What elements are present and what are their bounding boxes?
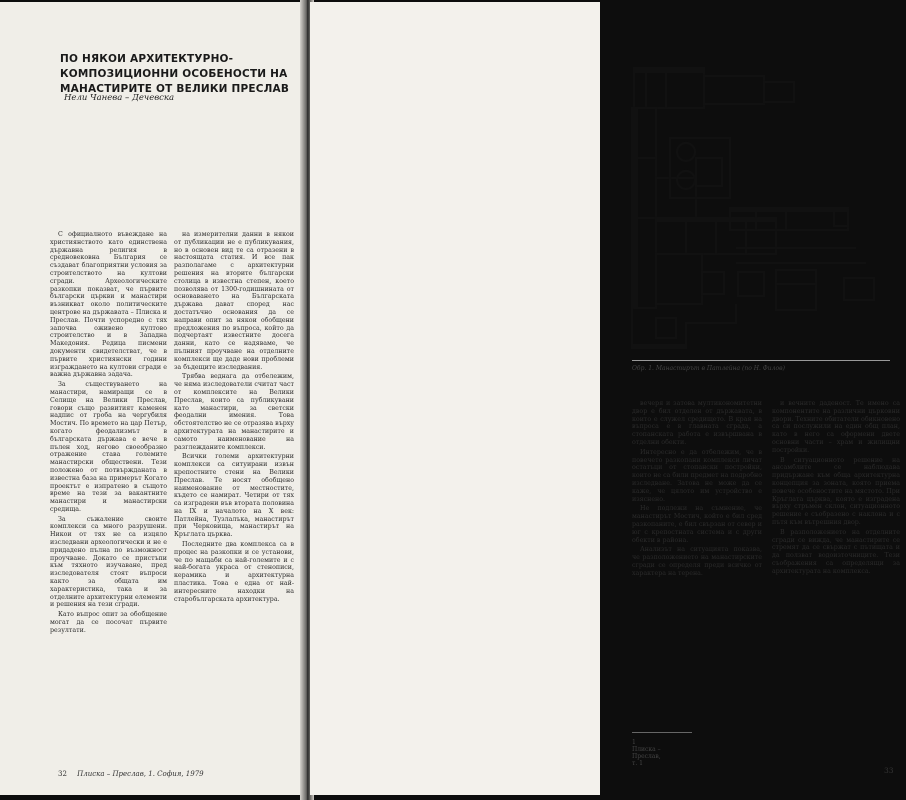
paragraph: Не подлежи на съмнение, че манастирът Мостич, който е бил сред разкопаните, е бил свързан от север и юг с крепостната система и с други обекти в района. (632, 505, 762, 544)
paragraph: За съжаление своите комплекси са много разрушени. Никои от тях не са изцяло изследвани археологически и не е придадено пълна по възможност проучване. Докато се пристъпи към тяхното изучаване, пред изследователя стоят въпроси както за общата им характеристика, така и за отделните архитектурни елементи и решения на тези сгради. (50, 515, 167, 609)
figure-caption: Обр. 1. Манастирът в Патлейна (по Н. Филов) (632, 365, 785, 372)
footnote-rule (632, 732, 692, 733)
paragraph: Като въпрос опит за обобщение могат да се посочат първите резултати. (50, 611, 167, 634)
paragraph: на измерителни данни в някои от публикации не е публикувания, но в основен вид те са отразени в настоящата статия. И все пак разполагаме с архитектурни решения на вторите български столица в известна степен, което позволява от 1300-годишнината от основаването на Българската държава дават според нас достатъчно основания да се направи опит за някои обобщени предложения по въпроса, който да подчертаят известните досега данни, като се надяваме, че пълният проучване на отделните комплекси ще даде нови проблеми за бъдещите изследвания. (174, 231, 294, 371)
left-page (0, 2, 306, 795)
journal-reference: Плиска – Преслав, 1. София, 1979 (77, 770, 204, 778)
paragraph: В разположението на отделните сгради се вижда, че манастирите се стремят да се свържат с пътищата и да ползват водоизточниците. Тези съображения са определящи за архитектурата на комплекса. (772, 528, 900, 575)
paragraph: Трябва веднага да отбележим, че няма изследователи считат част от комплексите на Велики Преслав, които са публикувани като манастири, за светски феодални имения. Това обстоятелство не се отразява върху архитектурата на манастирите и самото наименование на разглежданите комплекси. (174, 373, 294, 451)
caption-rule (632, 360, 890, 361)
left-column-1 (50, 231, 167, 751)
paragraph: В ситуационното решение на ансамблите се наблюдава придържане към обща архитектурна концепция за зоната, която приема повече особеностите на мястото. При Кръглата църква, която е изградена върху стръмен склон, ситуационното решение е съобразено с наклона и с пътя към вътрешния двор. (772, 456, 900, 526)
paragraph: За съществуването на манастири, намиращи се в Селище на Велики Преслав, говори също развитият каменен надпис от гроба на чергубиля Мостич. По времето на цар Петър, когато феодализмът в българската държава е вече в пълен ход, негово своеобразно отражение става големите манастирски обществени. Тези положено от потвържданата в известна база на примерът Когато проектът е изпратено в същото време на тези за вакантните манастири и манастирски средища. (50, 381, 167, 513)
article-author: Нели Чанева – Дечевска (64, 93, 175, 103)
page-number: 33 (884, 766, 894, 775)
monastery-floor-plan (626, 58, 906, 358)
left-column-2 (174, 231, 294, 751)
right-column-2 (772, 400, 900, 730)
paragraph: Всички големи архитектурни комплекси са ситуирани извън крепостните стени на Велики Преслав. Те носят обобщено наименование от местностите, където се намират. Четири от тях са изградени във втората половина на IX и началото на X век: Патлейна, Тузлалъка, манастирът при Черковища, манастирът на Кръглата църква. (174, 453, 294, 539)
right-page (310, 2, 900, 795)
article-title: ПО НЯКОИ АРХИТЕКТУРНО-КОМПОЗИЦИОННИ ОСОБЕНОСТИ НА МАНАСТИРИТЕ ОТ ВЕЛИКИ ПРЕСЛАВ (60, 53, 290, 95)
paragraph: Анализът на ситуацията показва, че разположението на манастирските сгради се определя преди всичко от характера на терена. (632, 546, 762, 577)
paragraph: Последните два комплекса са в процес на разкопки и се установи, че по мащаби са най-големите и с най-богата украса от стенописи, керамика и архитектурна пластика. Това е една от най-интересните находки на старобългарската архитектура. (174, 541, 294, 603)
paragraph: вечеря и затова мултикономитетни двор е бил отделен от държавата, в които е служел средището. В края на въпроса е в главната сграда, а стопанската работа е извършвана в отделни обекти. (632, 400, 762, 446)
paragraph: Интересно е да отбележим, че в повечето разкопани комплекси личат остатъци от стопански постройки, които не са били предмет на подробно изследване. Затова не може да се каже, че цялото им устройство е изяснено. (632, 448, 762, 503)
left-page-footer (58, 770, 298, 778)
page-number: 32 (58, 770, 67, 778)
paragraph: и вечните даденост. Те имено са компонентите на различни църковни двори. Техните обитатели обикновено са си послужили на един общ план, като в него са оформени двете основни части – храм и жилищни постройки. (772, 400, 900, 454)
footnote: 1 Плиска – Преслав, т. 1 (632, 739, 661, 767)
right-column-1 (632, 400, 762, 730)
paragraph: С официалното въвеждане на християнството като единствена държавна религия в средновековна България се създават благоприятни условия за строителството на култови сгради. Археологическите разкопки показват, че първите български църкви и манастири възникват около политическите центрове на държавата – Плиска и Преслав. Почти успоредно с тях започва оживено култово строителство и в Западна Македония. Редица писмени документи свидетелстват, че в първите християнски години изграждането на култови сгради е важна държавна задача. (50, 231, 167, 379)
